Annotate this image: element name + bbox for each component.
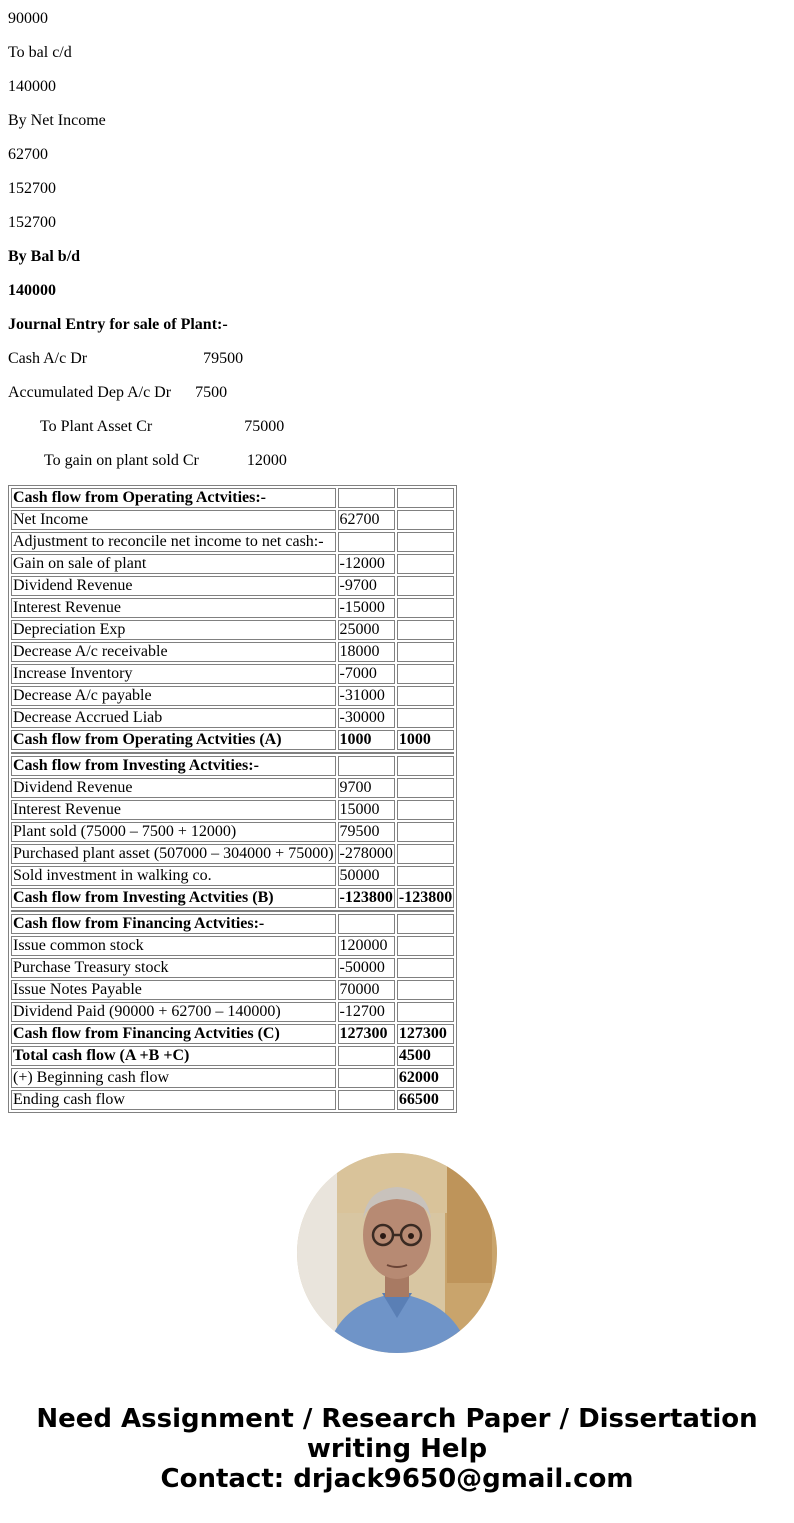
- table-row: [11, 642, 454, 662]
- table-row: [11, 914, 454, 934]
- ledger-lines: [8, 0, 786, 306]
- table-spacer-row: [11, 910, 454, 912]
- table-row: [11, 936, 454, 956]
- cell-label: Issue Notes Payable: [11, 980, 336, 1000]
- cell-total: [397, 510, 454, 530]
- cell-label: Gain on sale of plant: [11, 554, 336, 574]
- table-row: [11, 958, 454, 978]
- cell-total: [397, 686, 454, 706]
- cell-amount: 127300: [338, 1024, 395, 1044]
- cell-total: 62000: [397, 1068, 454, 1088]
- cell-amount: [338, 1090, 395, 1110]
- cell-total: -123800: [398, 889, 453, 906]
- table-row: [11, 532, 454, 552]
- table-row: [11, 800, 454, 820]
- cell-amount: -123800: [339, 889, 393, 906]
- cell-amount: 79500: [338, 822, 395, 842]
- cell-total: 1000: [397, 730, 454, 750]
- cell-amount: -31000: [338, 686, 395, 706]
- table-row: [11, 1068, 454, 1088]
- cell-label: Interest Revenue: [11, 598, 336, 618]
- table-row: [11, 888, 454, 908]
- cell-total: [397, 822, 454, 842]
- table-row: [11, 756, 454, 776]
- cell-total: [397, 664, 454, 684]
- cell-label: Decrease Accrued Liab: [11, 708, 336, 728]
- cell-total: [397, 576, 454, 596]
- cell-total: [397, 1002, 454, 1022]
- ledger-line: 62700: [8, 146, 48, 163]
- author-photo: [297, 1153, 497, 1353]
- cell-label: Net Income: [11, 510, 336, 530]
- cell-label: Adjustment to reconcile net income to net cash:-: [11, 532, 336, 552]
- cell-label: Cash flow from Financing Actvities (C): [11, 1024, 336, 1044]
- journal-line: To Plant Asset Cr 75000: [8, 408, 786, 442]
- cell-amount: -7000: [338, 664, 395, 684]
- cell-label: Purchased plant asset (507000 – 304000 + 75000): [13, 845, 334, 862]
- ledger-line: 90000: [8, 10, 48, 27]
- cell-total: [397, 620, 454, 640]
- cell-total: [397, 598, 454, 618]
- cell-amount: -50000: [338, 958, 395, 978]
- ledger-line: 152700: [8, 214, 56, 231]
- journal-entry: [8, 340, 786, 476]
- table-row: [11, 866, 454, 886]
- table-row: [11, 620, 454, 640]
- promo-banner: [0, 1404, 794, 1494]
- cell-amount: 25000: [338, 620, 395, 640]
- table-spacer-row: [11, 752, 454, 754]
- table-row: [11, 730, 454, 750]
- cell-label: Dividend Revenue: [11, 576, 336, 596]
- cell-amount: 18000: [338, 642, 395, 662]
- cell-total: [397, 532, 454, 552]
- cell-label: Cash flow from Operating Actvities:-: [11, 488, 336, 508]
- cell-label: Sold investment in walking co.: [11, 866, 336, 886]
- ledger-line: To bal c/d: [8, 44, 72, 61]
- cell-amount: -9700: [338, 576, 395, 596]
- cell-amount: -12700: [338, 1002, 395, 1022]
- cell-amount: 62700: [338, 510, 395, 530]
- cell-total: [397, 800, 454, 820]
- cell-total: 66500: [397, 1090, 454, 1110]
- table-row: [11, 778, 454, 798]
- journal-line: Cash A/c Dr 79500: [8, 340, 786, 374]
- cell-total: [397, 708, 454, 728]
- table-row: [11, 598, 454, 618]
- table-row: [11, 510, 454, 530]
- table-row: [11, 554, 454, 574]
- cell-label: Cash flow from Financing Actvities:-: [11, 914, 336, 934]
- promo-line: Need Assignment / Research Paper / Dissertation: [36, 1404, 758, 1434]
- journal-amount: 79500: [203, 350, 244, 367]
- cell-amount: [338, 1068, 395, 1088]
- cell-amount: -15000: [338, 598, 395, 618]
- table-row: [11, 686, 454, 706]
- cell-total: 4500: [397, 1046, 454, 1066]
- cell-total: [397, 844, 454, 864]
- cell-label: Interest Revenue: [11, 800, 336, 820]
- author-avatar: [297, 1153, 497, 1353]
- cell-label: Cash flow from Investing Actvities:-: [11, 756, 336, 776]
- cell-label: Cash flow from Investing Actvities (B): [11, 888, 336, 908]
- cell-amount: 50000: [338, 866, 395, 886]
- cell-label: Ending cash flow: [11, 1090, 336, 1110]
- cell-total: [397, 642, 454, 662]
- cell-amount: 70000: [338, 980, 395, 1000]
- ledger-line: 140000: [8, 78, 56, 95]
- journal-amount: 12000: [246, 452, 287, 469]
- promo-contact[interactable]: Contact: drjack9650@gmail.com: [160, 1464, 634, 1494]
- cell-amount: [338, 532, 395, 552]
- cell-total: [397, 914, 454, 934]
- cell-label: Decrease A/c payable: [11, 686, 336, 706]
- ledger-line: By Net Income: [8, 112, 106, 129]
- cell-amount: -12000: [338, 554, 395, 574]
- table-row: [11, 488, 454, 508]
- cell-total: [397, 756, 454, 776]
- cell-amount: [338, 914, 395, 934]
- cell-label: Issue common stock: [11, 936, 336, 956]
- cell-label: Purchase Treasury stock: [11, 958, 336, 978]
- journal-title: Journal Entry for sale of Plant:-: [8, 316, 228, 333]
- cell-amount: 120000: [338, 936, 395, 956]
- cell-total: [397, 980, 454, 1000]
- cash-flow-table: [8, 485, 457, 1113]
- promo-line: writing Help: [306, 1434, 488, 1464]
- journal-amount: 75000: [244, 418, 285, 435]
- table-row: [11, 1046, 454, 1066]
- cell-amount: 15000: [338, 800, 395, 820]
- cell-total: [397, 866, 454, 886]
- journal-amount: 7500: [195, 384, 228, 401]
- ledger-line: 140000: [8, 282, 56, 299]
- table-row: [11, 576, 454, 596]
- ledger-line: 152700: [8, 180, 56, 197]
- table-row: [11, 708, 454, 728]
- cell-total: [397, 936, 454, 956]
- cell-label: (+) Beginning cash flow: [11, 1068, 336, 1088]
- cell-amount: 1000: [338, 730, 395, 750]
- cell-amount: 9700: [338, 778, 395, 798]
- table-row: [11, 1090, 454, 1110]
- cell-total: [397, 778, 454, 798]
- cell-amount: -30000: [338, 708, 395, 728]
- cell-label: Cash flow from Operating Actvities (A): [11, 730, 336, 750]
- cell-total: [397, 554, 454, 574]
- cell-amount: -278000: [339, 845, 393, 862]
- journal-line: Accumulated Dep A/c Dr 7500: [8, 374, 786, 408]
- cell-label: Plant sold (75000 – 7500 + 12000): [11, 822, 336, 842]
- cell-label: Decrease A/c receivable: [11, 642, 336, 662]
- table-row: [11, 980, 454, 1000]
- cell-label: Dividend Paid (90000 + 62700 – 140000): [11, 1002, 336, 1022]
- cell-total: [397, 488, 454, 508]
- cell-label: Dividend Revenue: [11, 778, 336, 798]
- journal-line: To gain on plant sold Cr 12000: [8, 442, 786, 476]
- cell-label: Depreciation Exp: [11, 620, 336, 640]
- cell-total: [397, 958, 454, 978]
- table-row: [11, 844, 454, 864]
- cell-amount: [338, 756, 395, 776]
- cell-label: Total cash flow (A +B +C): [11, 1046, 336, 1066]
- cell-amount: [338, 1046, 395, 1066]
- cell-amount: [338, 488, 395, 508]
- cell-total: 127300: [397, 1024, 454, 1044]
- table-row: [11, 822, 454, 842]
- table-row: [11, 664, 454, 684]
- cell-label: Increase Inventory: [11, 664, 336, 684]
- table-row: [11, 1024, 454, 1044]
- ledger-line: By Bal b/d: [8, 248, 81, 265]
- table-row: [11, 1002, 454, 1022]
